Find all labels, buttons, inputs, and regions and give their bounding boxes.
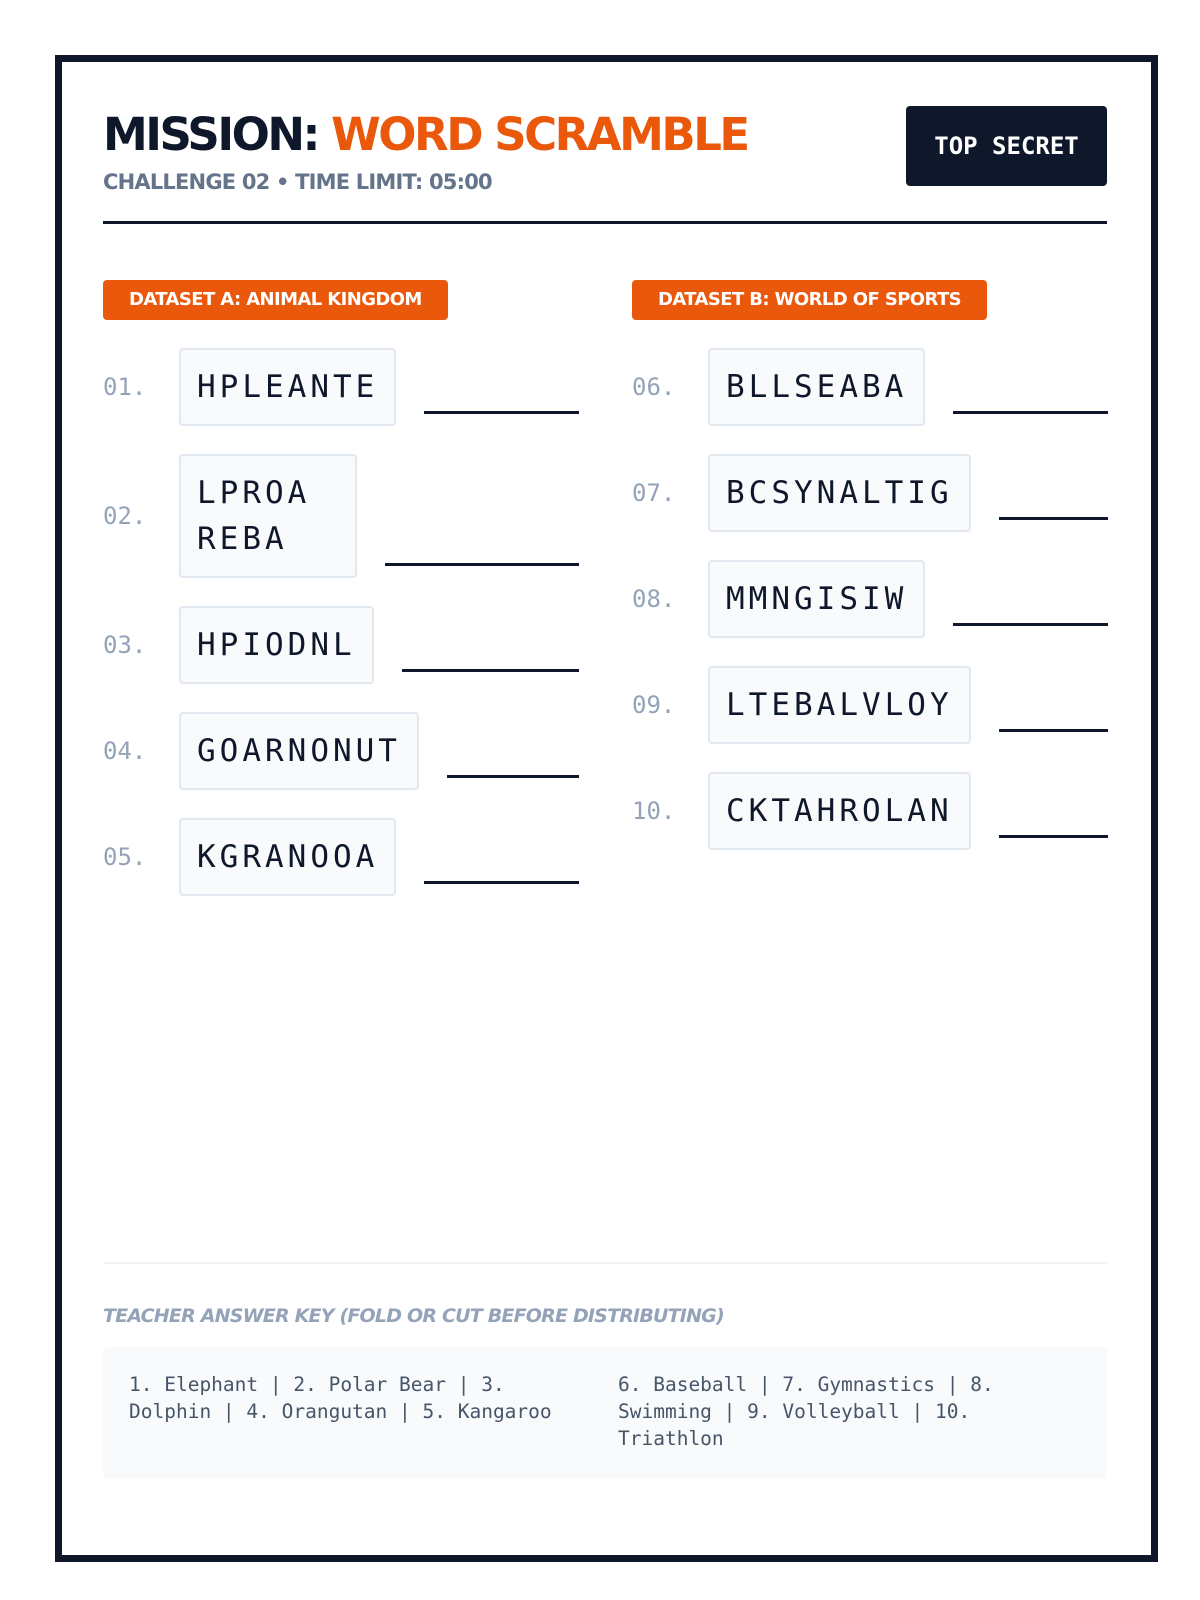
answer-key-a: 1. Elephant | 2. Polar Bear | 3. Dolphin | 4. Orangutan | 5. Kangaroo xyxy=(129,1373,552,1423)
answer-blank[interactable] xyxy=(424,881,579,884)
answer-key-box xyxy=(103,1347,1107,1479)
title-prefix: MISSION: xyxy=(103,108,332,161)
answer-blank[interactable] xyxy=(447,775,579,778)
list-item xyxy=(632,666,1108,744)
title-accent: WORD SCRAMBLE xyxy=(331,108,748,161)
worksheet xyxy=(55,55,1158,1562)
answer-key-b: 6. Baseball | 7. Gymnastics | 8. Swimming | 9. Volleyball | 10. Triathlon xyxy=(618,1373,994,1450)
list-item xyxy=(103,818,579,896)
scrambled-word: CKTAHROLAN xyxy=(708,772,971,850)
dataset-a-label: DATASET A: ANIMAL KINGDOM xyxy=(103,280,448,320)
answer-key-divider xyxy=(103,1262,1107,1264)
top-secret-badge: TOP SECRET xyxy=(906,106,1107,186)
scrambled-word: HPLEANTE xyxy=(179,348,396,426)
item-number: 01. xyxy=(103,373,147,401)
scrambled-word: GOARNONUT xyxy=(179,712,419,790)
item-number: 02. xyxy=(103,502,147,530)
item-number: 05. xyxy=(103,843,147,871)
list-item xyxy=(632,560,1108,638)
page-subtitle: CHALLENGE 02 • TIME LIMIT: 05:00 xyxy=(103,170,492,194)
dataset-a-list xyxy=(103,348,579,896)
dataset-b-label: DATASET B: WORLD OF SPORTS xyxy=(632,280,987,320)
list-item xyxy=(103,712,579,790)
item-number: 08. xyxy=(632,585,676,613)
dataset-b-column xyxy=(632,280,1108,878)
answer-blank[interactable] xyxy=(953,411,1108,414)
dataset-a-column xyxy=(103,280,579,924)
dataset-b-list xyxy=(632,348,1108,850)
header xyxy=(103,106,1107,224)
item-number: 04. xyxy=(103,737,147,765)
list-item xyxy=(632,772,1108,850)
answer-blank[interactable] xyxy=(385,563,579,566)
answer-blank[interactable] xyxy=(999,835,1108,838)
list-item xyxy=(103,454,579,578)
list-item xyxy=(103,606,579,684)
item-number: 07. xyxy=(632,479,676,507)
item-number: 09. xyxy=(632,691,676,719)
scrambled-word: MMNGISIW xyxy=(708,560,925,638)
scrambled-word: BCSYNALTIG xyxy=(708,454,971,532)
item-number: 03. xyxy=(103,631,147,659)
answer-key-label: TEACHER ANSWER KEY (FOLD OR CUT BEFORE DISTRIBUTING) xyxy=(103,1305,724,1327)
answer-blank[interactable] xyxy=(999,729,1108,732)
item-number: 06. xyxy=(632,373,676,401)
scrambled-word: LPROA REBA xyxy=(179,454,357,578)
answer-blank[interactable] xyxy=(953,623,1108,626)
scrambled-word: HPIODNL xyxy=(179,606,374,684)
list-item xyxy=(632,454,1108,532)
answer-blank[interactable] xyxy=(402,669,579,672)
scrambled-word: KGRANOOA xyxy=(179,818,396,896)
scrambled-word: LTEBALVLOY xyxy=(708,666,971,744)
answer-blank[interactable] xyxy=(999,517,1108,520)
page-title xyxy=(103,106,748,164)
item-number: 10. xyxy=(632,797,676,825)
list-item xyxy=(103,348,579,426)
list-item xyxy=(632,348,1108,426)
scrambled-word: BLLSEABA xyxy=(708,348,925,426)
answer-blank[interactable] xyxy=(424,411,579,414)
